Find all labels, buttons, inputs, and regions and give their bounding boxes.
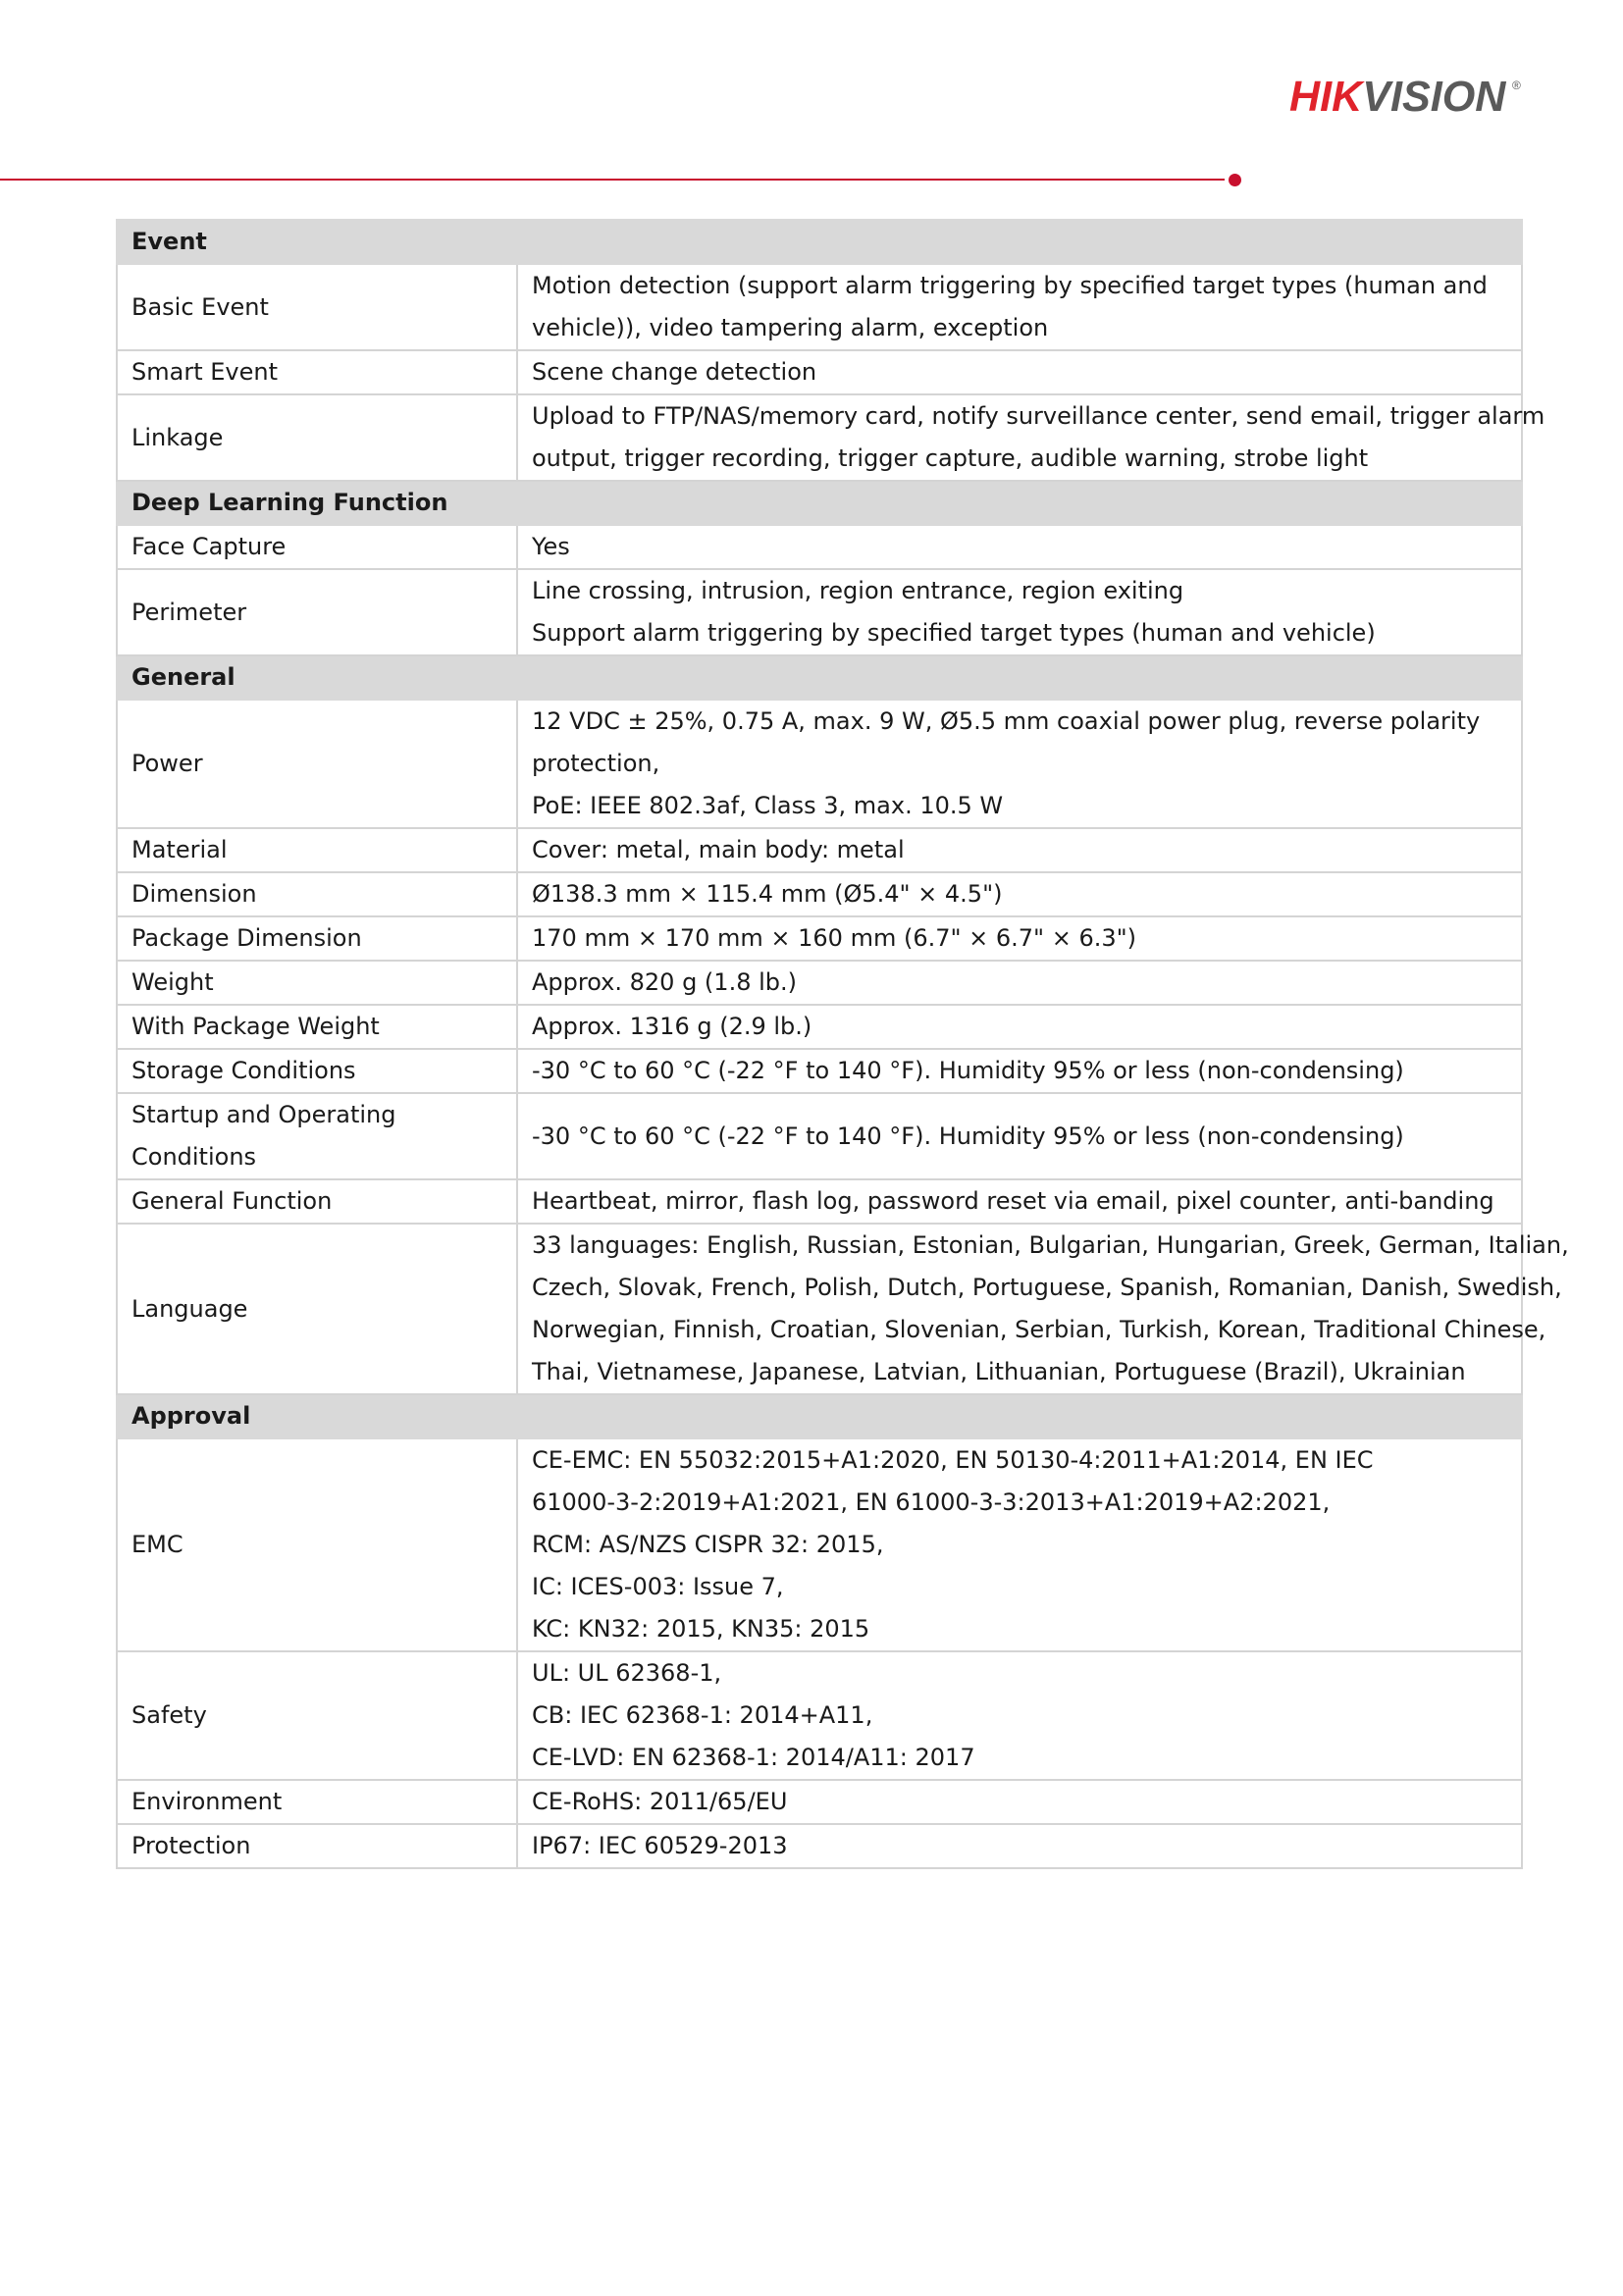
spec-value-line: Scene change detection (532, 358, 817, 386)
section-title: Event (117, 220, 1522, 264)
spec-value (517, 1824, 1522, 1868)
spec-value (517, 569, 1522, 655)
spec-value (517, 264, 1522, 350)
spec-value (517, 1049, 1522, 1093)
section-title: Approval (117, 1394, 1522, 1438)
spec-label-line: Power (131, 750, 203, 777)
spec-row (117, 1093, 1522, 1179)
spec-row (117, 1780, 1522, 1824)
spec-label-line: Perimeter (131, 598, 247, 626)
spec-label (117, 394, 517, 481)
spec-label-line: General Function (131, 1187, 333, 1215)
spec-label-line: Material (131, 836, 228, 863)
spec-value-line: Approx. 1316 g (2.9 lb.) (532, 1013, 812, 1040)
header-rule-dot (1229, 174, 1241, 186)
spec-label (117, 1224, 517, 1394)
logo-registered-mark: ® (1511, 78, 1521, 92)
spec-value-line: RCM: AS/NZS CISPR 32: 2015, (532, 1531, 884, 1558)
logo-hik: HIK (1289, 73, 1363, 121)
spec-value (517, 350, 1522, 394)
section-header-row (117, 220, 1522, 264)
spec-label (117, 1093, 517, 1179)
spec-value (517, 1651, 1522, 1780)
spec-row (117, 569, 1522, 655)
spec-row (117, 916, 1522, 961)
spec-value-line: 33 languages: English, Russian, Estonian, Bulgarian, Hungarian, Greek, German, Italian, (532, 1231, 1569, 1259)
spec-label (117, 569, 517, 655)
section-title: General (117, 655, 1522, 700)
spec-label (117, 1438, 517, 1651)
spec-value-line: Norwegian, Finnish, Croatian, Slovenian, Serbian, Turkish, Korean, Traditional Chinese, (532, 1316, 1546, 1343)
spec-value-line: 61000-3-2:2019+A1:2021, EN 61000-3-3:2013+A1:2019+A2:2021, (532, 1488, 1331, 1516)
spec-row (117, 1651, 1522, 1780)
spec-value (517, 1093, 1522, 1179)
spec-label (117, 872, 517, 916)
spec-value-line: Yes (532, 533, 570, 560)
spec-value (517, 916, 1522, 961)
spec-label (117, 1824, 517, 1868)
header-rule (0, 179, 1225, 181)
spec-value (517, 1438, 1522, 1651)
spec-value (517, 961, 1522, 1005)
spec-value-line: CE-RoHS: 2011/65/EU (532, 1788, 788, 1815)
spec-value-line: 170 mm × 170 mm × 160 mm (6.7" × 6.7" × 6.3") (532, 924, 1137, 952)
spec-row (117, 1438, 1522, 1651)
spec-label (117, 961, 517, 1005)
spec-value (517, 525, 1522, 569)
spec-label-line: Package Dimension (131, 924, 362, 952)
spec-label (117, 1049, 517, 1093)
spec-value-line: Ø138.3 mm × 115.4 mm (Ø5.4" × 4.5") (532, 880, 1003, 908)
spec-value-line: vehicle)), video tampering alarm, exception (532, 314, 1049, 341)
spec-table (116, 219, 1569, 1869)
spec-value-line: Motion detection (support alarm triggering by specified target types (human and (532, 272, 1488, 299)
spec-value (517, 700, 1522, 828)
spec-value-line: protection, (532, 750, 660, 777)
spec-value-line: Cover: metal, main body: metal (532, 836, 905, 863)
spec-label (117, 828, 517, 872)
spec-label-line: Safety (131, 1701, 207, 1729)
spec-value-line: Support alarm triggering by specified target types (human and vehicle) (532, 619, 1376, 647)
spec-row (117, 350, 1522, 394)
spec-label (117, 1179, 517, 1224)
spec-row (117, 525, 1522, 569)
spec-label-line: Protection (131, 1832, 251, 1859)
spec-label-line: Dimension (131, 880, 257, 908)
spec-label-line: Face Capture (131, 533, 287, 560)
spec-value-line: UL: UL 62368-1, (532, 1659, 722, 1687)
spec-label (117, 916, 517, 961)
logo-wordmark (1289, 71, 1505, 124)
section-title: Deep Learning Function (117, 481, 1522, 525)
spec-value-line: Upload to FTP/NAS/memory card, notify surveillance center, send email, trigger alarm (532, 402, 1545, 430)
spec-label-line: Startup and Operating (131, 1101, 396, 1128)
spec-table-body (117, 220, 1569, 1868)
spec-label-line: With Package Weight (131, 1013, 380, 1040)
spec-value-line: IP67: IEC 60529-2013 (532, 1832, 788, 1859)
spec-value-line: Thai, Vietnamese, Japanese, Latvian, Lithuanian, Portuguese (Brazil), Ukrainian (532, 1358, 1466, 1385)
spec-label (117, 700, 517, 828)
spec-label (117, 1651, 517, 1780)
spec-value (517, 1179, 1522, 1224)
spec-label-line: Smart Event (131, 358, 278, 386)
spec-label-line: Storage Conditions (131, 1057, 356, 1084)
spec-row (117, 1049, 1522, 1093)
spec-row (117, 1824, 1522, 1868)
hikvision-logo (1289, 71, 1562, 124)
spec-label (117, 525, 517, 569)
spec-value-line: KC: KN32: 2015, KN35: 2015 (532, 1615, 870, 1643)
spec-value (517, 1005, 1522, 1049)
spec-label-line: Basic Event (131, 292, 269, 321)
spec-label (117, 264, 517, 350)
spec-value-line: 12 VDC ± 25%, 0.75 A, max. 9 W, Ø5.5 mm coaxial power plug, reverse polarity (532, 707, 1481, 735)
spec-label-line: Environment (131, 1788, 283, 1815)
spec-label-line: Language (131, 1294, 248, 1323)
spec-value (517, 394, 1545, 481)
spec-row (117, 1179, 1522, 1224)
section-header-row (117, 655, 1522, 700)
spec-label-line: Linkage (131, 423, 224, 451)
spec-value-line: Czech, Slovak, French, Polish, Dutch, Portuguese, Spanish, Romanian, Danish, Swedish, (532, 1274, 1562, 1301)
section-header-row (117, 481, 1522, 525)
spec-value-line: Approx. 820 g (1.8 lb.) (532, 968, 797, 996)
spec-value-line: IC: ICES-003: Issue 7, (532, 1573, 784, 1600)
spec-row (117, 872, 1522, 916)
spec-row (117, 264, 1522, 350)
spec-value (517, 1224, 1569, 1394)
spec-label-line: Conditions (131, 1143, 257, 1171)
spec-label (117, 1005, 517, 1049)
spec-value (517, 828, 1522, 872)
spec-value-line: Line crossing, intrusion, region entrance, region exiting (532, 577, 1184, 604)
spec-value-line: -30 °C to 60 °C (-22 °F to 140 °F). Humidity 95% or less (non-condensing) (532, 1057, 1404, 1084)
spec-label (117, 1780, 517, 1824)
spec-value (517, 1780, 1522, 1824)
spec-label-line: EMC (131, 1531, 183, 1558)
spec-label (117, 350, 517, 394)
spec-value-line: Heartbeat, mirror, flash log, password reset via email, pixel counter, anti-banding (532, 1187, 1494, 1215)
spec-label-line: Weight (131, 968, 214, 996)
spec-row (117, 828, 1522, 872)
logo-vision: VISION (1362, 73, 1506, 121)
spec-value-line: CE-EMC: EN 55032:2015+A1:2020, EN 50130-4:2011+A1:2014, EN IEC (532, 1446, 1374, 1474)
spec-value-line: CE-LVD: EN 62368-1: 2014/A11: 2017 (532, 1744, 975, 1771)
spec-row (117, 700, 1522, 828)
section-header-row (117, 1394, 1522, 1438)
spec-value-line: CB: IEC 62368-1: 2014+A11, (532, 1701, 873, 1729)
spec-value-line: output, trigger recording, trigger capture, audible warning, strobe light (532, 444, 1369, 472)
spec-row (117, 1005, 1522, 1049)
spec-value (517, 872, 1522, 916)
spec-row (117, 394, 1522, 481)
spec-value-line: PoE: IEEE 802.3af, Class 3, max. 10.5 W (532, 792, 1004, 819)
spec-row (117, 961, 1522, 1005)
spec-row (117, 1224, 1522, 1394)
spec-value-line: -30 °C to 60 °C (-22 °F to 140 °F). Humidity 95% or less (non-condensing) (532, 1122, 1404, 1150)
